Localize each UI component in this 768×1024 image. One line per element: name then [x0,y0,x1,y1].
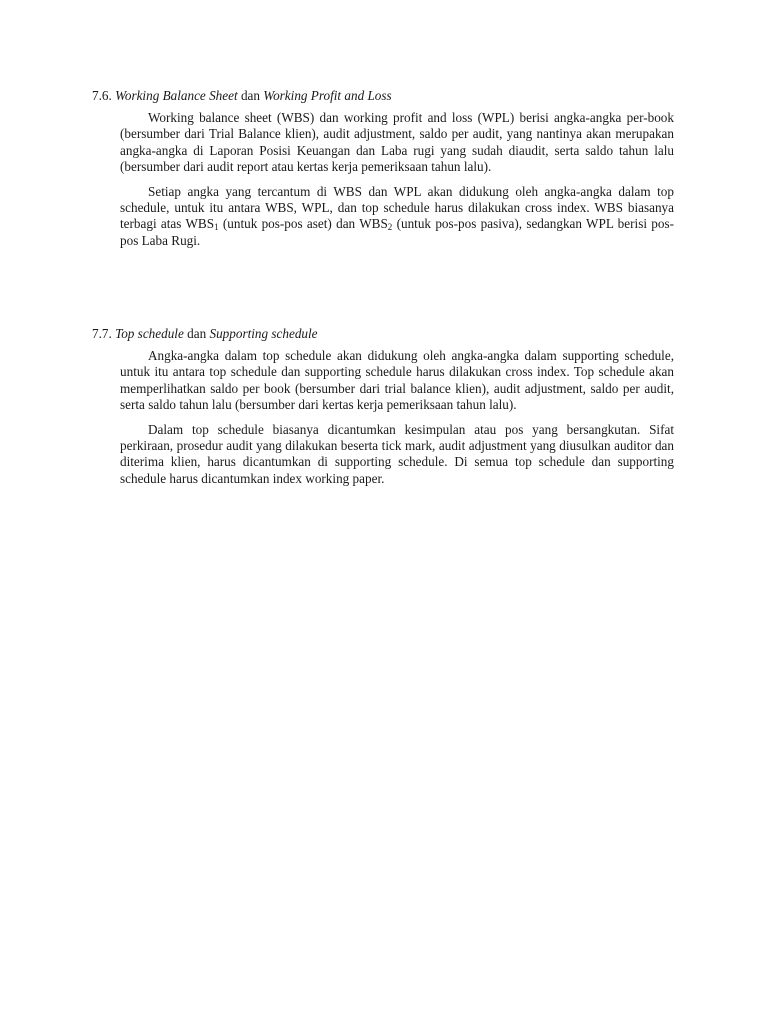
section-body [92,110,674,249]
paragraph-text: (untuk pos-pos pasiva), sedangkan WPL berisi pos-pos Laba Rugi. [120,216,674,248]
section-number: 7.6. [92,88,112,103]
paragraph-text: Setiap angka yang tercantum di WBS dan WPL akan didukung oleh angka-angka dalam top schedule, untuk itu antara WBS, WPL, dan top schedule harus dilakukan cross index. WBS biasanya terbagi atas WBS [120,183,674,232]
section-7-6 [92,88,674,257]
section-title-joiner: dan [187,326,207,341]
section-title-part2: Working Profit and Loss [263,88,392,103]
section-heading [92,88,674,104]
subscript: 1 [214,222,219,233]
section-title-part2: Supporting schedule [209,326,318,341]
section-number: 7.7. [92,326,112,341]
section-title-joiner: dan [240,88,260,103]
paragraph: Working balance sheet (WBS) dan working profit and loss (WPL) berisi angka-angka per-book (bersumber dari Trial Balance klien), audit adjustment, saldo per audit, yang nantinya akan merupakan angka-angka di Laporan Posisi Keuangan dan Laba rugi yang sudah diaudit, serta saldo tahun lalu (bersumber dari audit report atau kertas kerja pemeriksaan tahun lalu). [120,110,674,175]
section-title-part1: Top schedule [115,326,184,341]
section-heading [92,326,674,342]
section-body [92,348,674,487]
section-7-7 [92,326,674,495]
paragraph: Angka-angka dalam top schedule akan didukung oleh angka-angka dalam supporting schedule, untuk itu antara top schedule dan supporting schedule harus dilakukan cross index. Top schedule akan memperlihatkan saldo per book (bersumber dari trial balance klien), audit adjustment, saldo per audit, serta saldo tahun lalu (bersumber dari kertas kerja pemeriksaan tahun lalu). [120,348,674,413]
paragraph [120,184,674,250]
paragraph-text: (untuk pos-pos aset) dan WBS [218,216,388,232]
section-title-part1: Working Balance Sheet [115,88,238,103]
subscript: 2 [387,222,393,233]
paragraph: Dalam top schedule biasanya dicantumkan kesimpulan atau pos yang bersangkutan. Sifat perkiraan, prosedur audit yang dilakukan beserta tick mark, audit adjustment yang diusulkan auditor dan diterima klien, harus dicantumkan di supporting schedule. Di semua top schedule dan supporting schedule harus dicantumkan index working paper. [120,421,674,486]
